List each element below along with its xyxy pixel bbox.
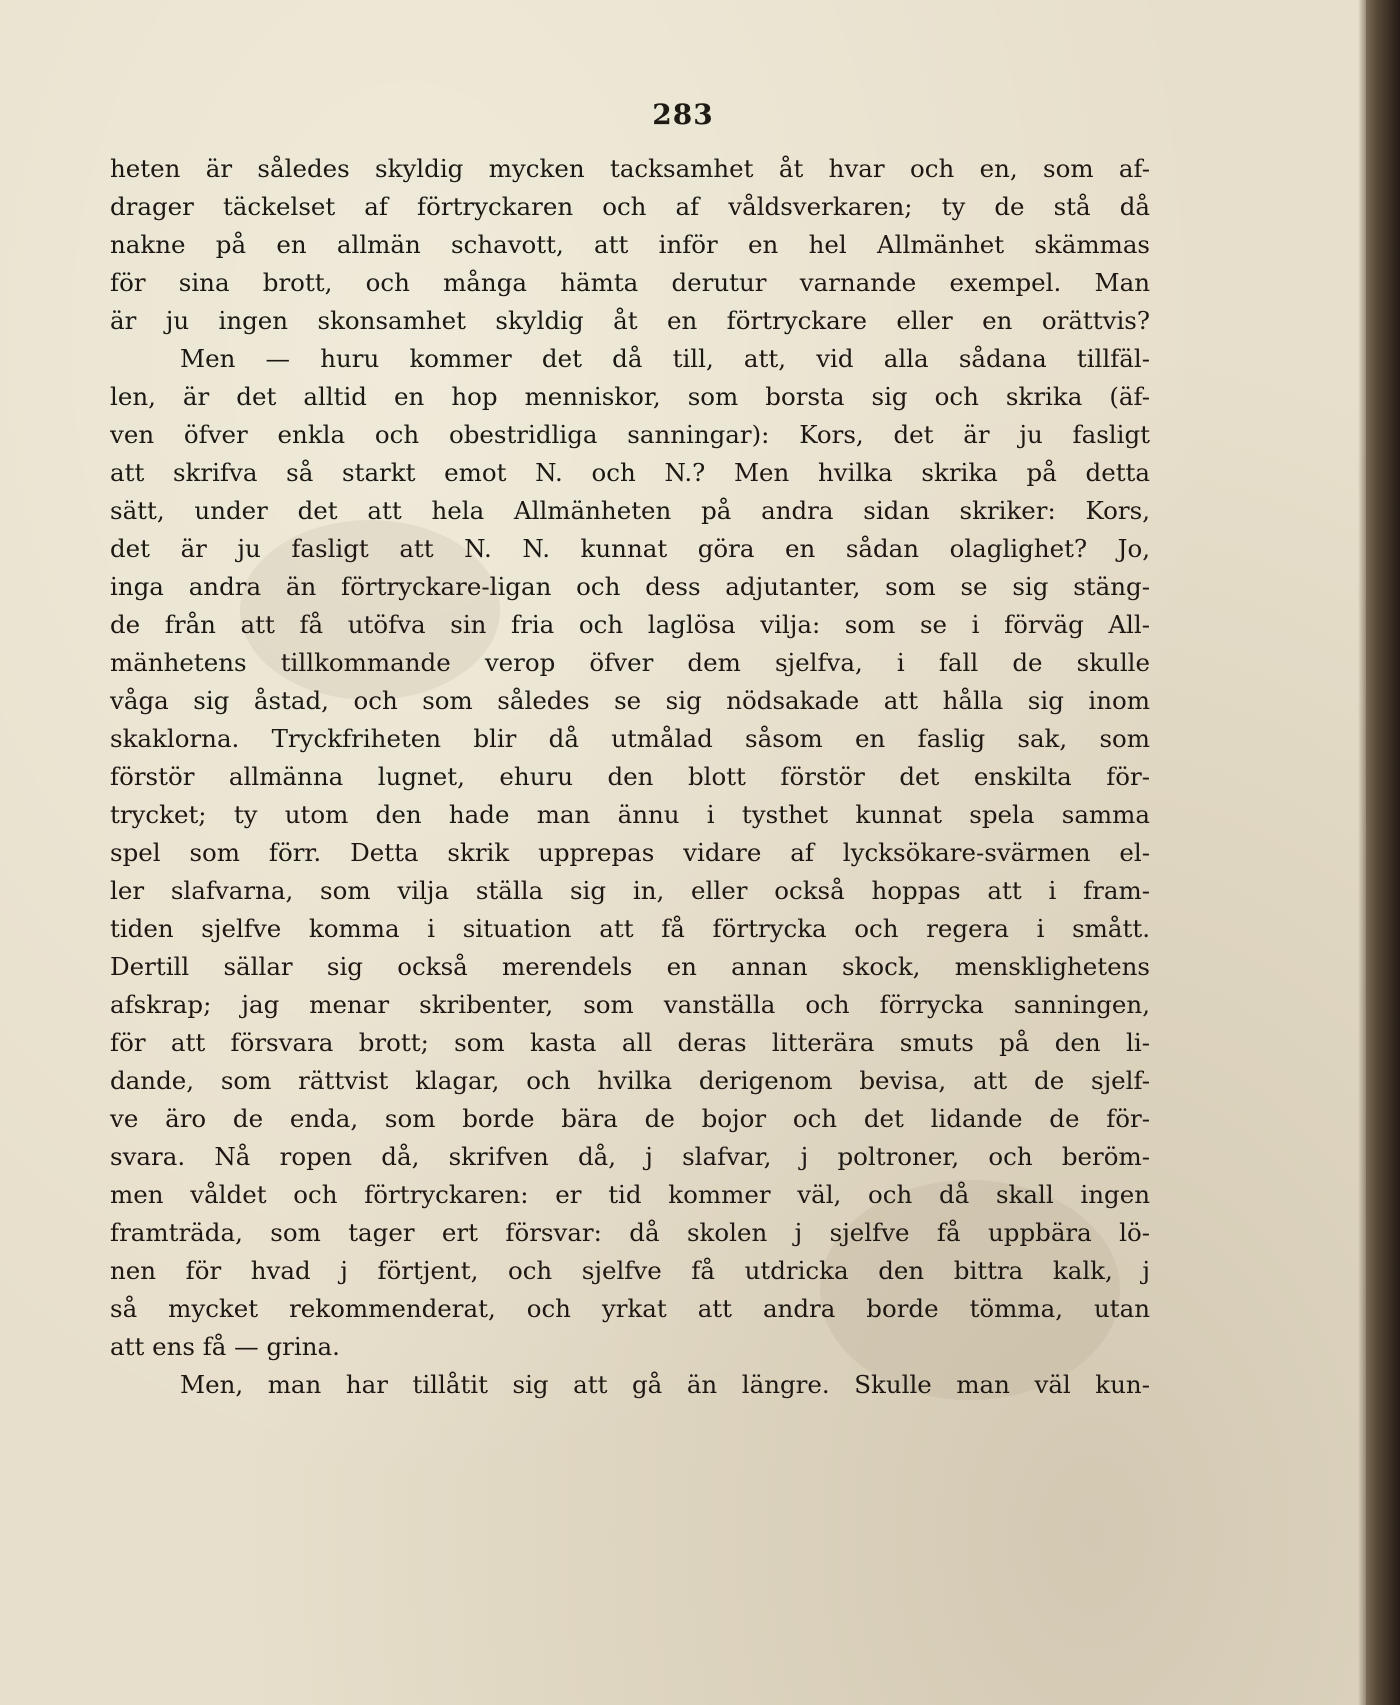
book-binding-gutter [1366, 0, 1400, 1705]
text-line: ve äro de enda, som borde bära de bojor och det lidande de för- [110, 1104, 1150, 1133]
text-line: ven öfver enkla och obestridliga sanningar): Kors, det är ju fasligt [110, 420, 1150, 449]
text-line: tiden sjelfve komma i situation att få förtrycka och regera i smått. [110, 914, 1150, 943]
text-line: nakne på en allmän schavott, att inför en hel Allmänhet skämmas [110, 230, 1150, 259]
text-line: svara. Nå ropen då, skrifven då, j slafvar, j poltroner, och beröm- [110, 1142, 1150, 1171]
page-edge-shadow [1358, 0, 1366, 1705]
text-line: skaklorna. Tryckfriheten blir då utmålad såsom en faslig sak, som [110, 724, 1150, 753]
text-line: Dertill sällar sig också merendels en annan skock, mensklighetens [110, 952, 1150, 981]
text-line: är ju ingen skonsamhet skyldig åt en förtryckare eller en orättvis? [110, 306, 1150, 335]
text-line: att skrifva så starkt emot N. och N.? Men hvilka skrika på detta [110, 458, 1150, 487]
body-text [110, 150, 1150, 1404]
text-line: men våldet och förtryckaren: er tid kommer väl, och då skall ingen [110, 1180, 1150, 1209]
text-line: Men, man har tillåtit sig att gå än längre. Skulle man väl kun- [180, 1370, 1150, 1399]
text-line: det är ju fasligt att N. N. kunnat göra en sådan olaglighet? Jo, [110, 534, 1150, 563]
text-line: våga sig åstad, och som således se sig nödsakade att hålla sig inom [110, 686, 1150, 715]
text-line: nen för hvad j förtjent, och sjelfve få utdricka den bittra kalk, j [110, 1256, 1150, 1285]
page-number: 283 [652, 98, 714, 131]
text-line: framträda, som tager ert försvar: då skolen j sjelfve få uppbära lö- [110, 1218, 1150, 1247]
text-line: mänhetens tillkommande verop öfver dem sjelfva, i fall de skulle [110, 648, 1150, 677]
text-line: för sina brott, och många hämta derutur varnande exempel. Man [110, 268, 1150, 297]
text-line: ler slafvarna, som vilja ställa sig in, eller också hoppas att i fram- [110, 876, 1150, 905]
text-line: de från att få utöfva sin fria och laglösa vilja: som se i förväg All- [110, 610, 1150, 639]
text-line: afskrap; jag menar skribenter, som vanställa och förrycka sanningen, [110, 990, 1150, 1019]
text-line: för att försvara brott; som kasta all deras litterära smuts på den li- [110, 1028, 1150, 1057]
text-line: len, är det alltid en hop menniskor, som borsta sig och skrika (äf- [110, 382, 1150, 411]
text-line: Men — huru kommer det då till, att, vid alla sådana tillfäl- [180, 344, 1150, 373]
text-line: inga andra än förtryckare-ligan och dess adjutanter, som se sig stäng- [110, 572, 1150, 601]
text-line: spel som förr. Detta skrik upprepas vidare af lycksökare-svärmen el- [110, 838, 1150, 867]
text-line: drager täckelset af förtryckaren och af våldsverkaren; ty de stå då [110, 192, 1150, 221]
text-line: trycket; ty utom den hade man ännu i tysthet kunnat spela samma [110, 800, 1150, 829]
text-line: förstör allmänna lugnet, ehuru den blott förstör det enskilta för- [110, 762, 1150, 791]
text-line: så mycket rekommenderat, och yrkat att andra borde tömma, utan [110, 1294, 1150, 1323]
text-line: att ens få — grina. [110, 1332, 340, 1361]
text-line: dande, som rättvist klagar, och hvilka derigenom bevisa, att de sjelf- [110, 1066, 1150, 1095]
text-line: heten är således skyldig mycken tacksamhet åt hvar och en, som af- [110, 154, 1150, 183]
text-line: sätt, under det att hela Allmänheten på andra sidan skriker: Kors, [110, 496, 1150, 525]
